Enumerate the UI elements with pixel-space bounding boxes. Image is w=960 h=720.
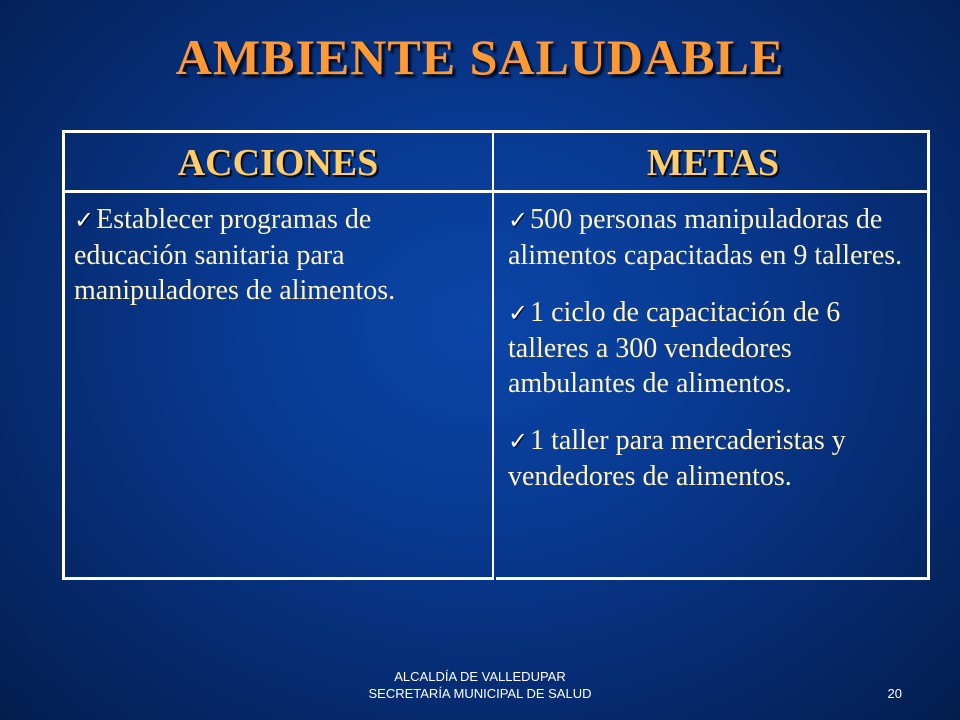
page-number: 20 [887,686,902,701]
checkmark-icon: ✓ [508,299,529,327]
slide-title: AMBIENTE SALUDABLE [175,29,785,85]
header-separator [62,190,930,193]
acciones-column-border [62,130,494,580]
checkmark-icon: ✓ [508,206,529,234]
header-metas: METAS [646,142,780,184]
checkmark-icon: ✓ [508,427,529,455]
footer-line-secretaria: SECRETARÍA MUNICIPAL DE SALUD [368,686,592,701]
actions-goals-table [62,130,930,580]
meta-item [508,202,918,273]
meta-item [508,295,918,401]
meta-text: 500 personas manipuladoras de alimentos capacitadas en 9 talleres. [508,204,903,271]
meta-text: 1 taller para mercaderistas y vendedores de alimentos. [508,425,846,492]
meta-item [508,423,918,494]
meta-text: 1 ciclo de capacitación de 6 talleres a 300 vendedores ambulantes de alimentos. [508,297,841,399]
footer-line-alcaldia: ALCALDÍA DE VALLEDUPAR [394,669,566,684]
acciones-cell [74,202,482,330]
accion-item [74,202,482,308]
footer [0,668,960,702]
header-acciones: ACCIONES [177,142,379,184]
accion-text: Establecer programas de educación sanitaria para manipuladores de alimentos. [74,204,396,306]
checkmark-icon: ✓ [74,206,95,234]
metas-cell [508,202,918,516]
